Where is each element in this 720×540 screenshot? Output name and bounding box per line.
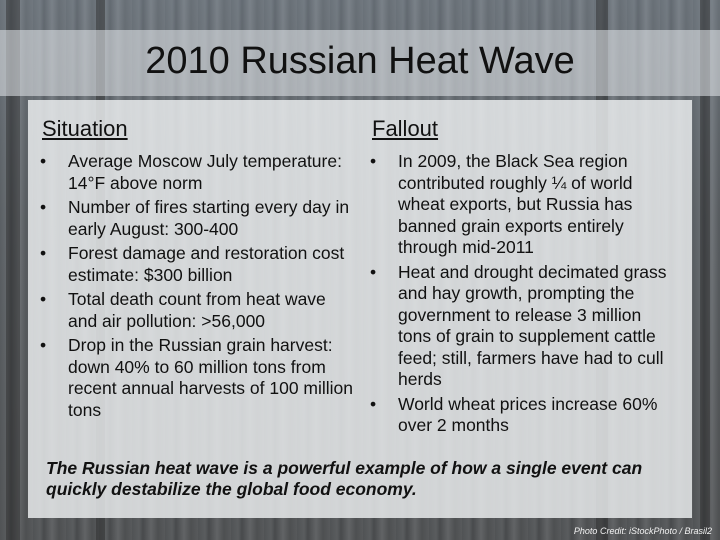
situation-item: • Number of fires starting every day in early August: 300-400 <box>36 197 356 240</box>
situation-item: • Total death count from heat wave and air pollution: >56,000 <box>36 289 356 332</box>
fallout-item: • In 2009, the Black Sea region contributed roughly ¼ of world wheat exports, but Russia has banned grain exports entirely through mid-2011 <box>366 151 676 259</box>
fallout-list <box>366 151 676 440</box>
slide-title: 2010 Russian Heat Wave <box>145 40 575 82</box>
fallout-item: • Heat and drought decimated grass and hay growth, prompting the government to release 3 million tons of grain to supplement cattle feed; still, farmers have had to cull herds <box>366 262 676 391</box>
situation-item: • Average Moscow July temperature: 14°F above norm <box>36 151 356 194</box>
conclusion-text: The Russian heat wave is a powerful example of how a single event can quickly destabilize the global food economy. <box>46 458 643 499</box>
fallout-heading: Fallout <box>372 116 439 141</box>
situation-item: • Drop in the Russian grain harvest: down 40% to 60 million tons from recent annual harvests of 100 million tons <box>36 335 356 421</box>
situation-heading: Situation <box>42 116 128 141</box>
situation-list <box>36 151 356 424</box>
photo-credit: Photo Credit: iStockPhoto / Brasil2 <box>573 526 712 536</box>
fallout-item: • World wheat prices increase 60% over 2 months <box>366 394 676 437</box>
situation-item: • Forest damage and restoration cost estimate: $300 billion <box>36 243 356 286</box>
